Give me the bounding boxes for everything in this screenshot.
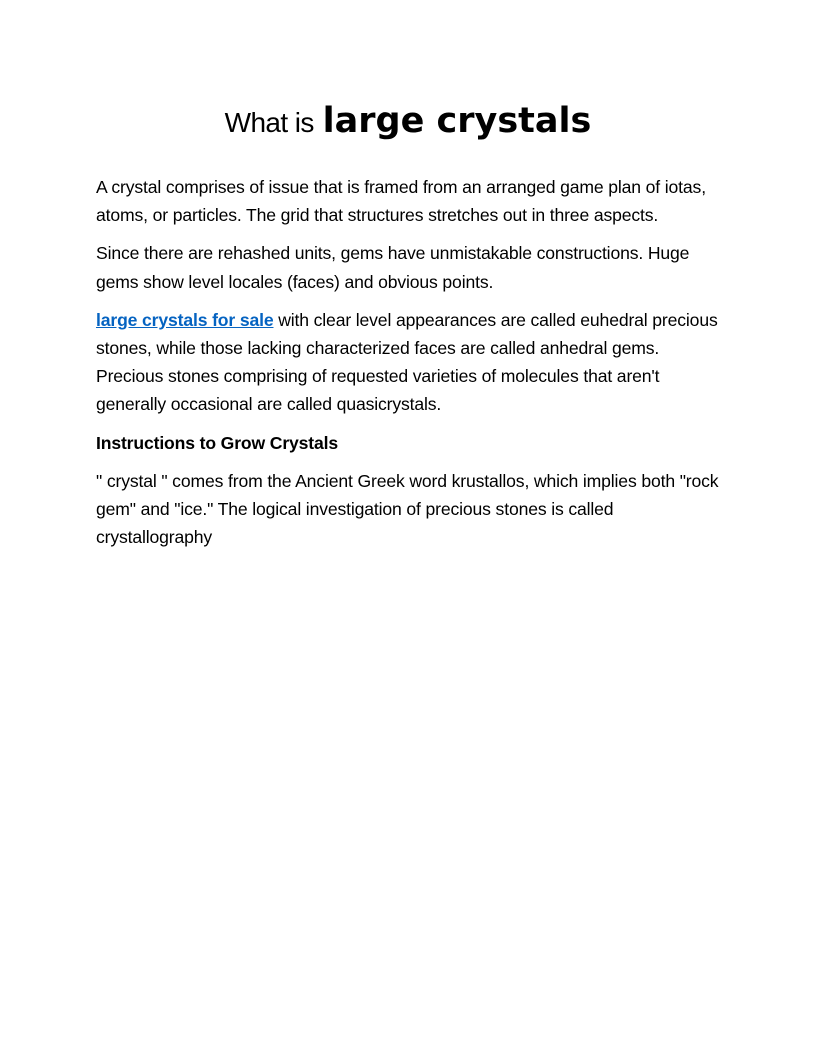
page-title: [0, 96, 816, 148]
paragraph-euhedral-text: with clear level appearances are called euhedral precious stones, while those lacking characterized faces are called anhedral gems. Precious stones comprising of requested varieties of molecules that aren't generally occasional are called quasicrystals.: [96, 309, 718, 415]
section-heading: Instructions to Grow Crystals: [96, 432, 339, 453]
document-body: [96, 173, 720, 561]
paragraph-gem-constructions: Since there are rehashed units, gems have unmistakable constructions. Huge gems show level locales (faces) and obvious points.: [96, 243, 690, 292]
title-prefix: What is: [224, 107, 314, 138]
large-crystals-link[interactable]: large crystals for sale: [96, 309, 274, 330]
paragraph-etymology: " crystal " comes from the Ancient Greek word krustallos, which implies both "rock gem" and "ice." The logical investigation of precious stones is called crystallography: [96, 470, 719, 548]
title-keyword: large crystals: [322, 101, 592, 141]
paragraph-euhedral: [96, 306, 720, 419]
paragraph-crystal-definition: A crystal comprises of issue that is framed from an arranged game plan of iotas, atoms, or particles. The grid that structures stretches out in three aspects.: [96, 177, 706, 226]
